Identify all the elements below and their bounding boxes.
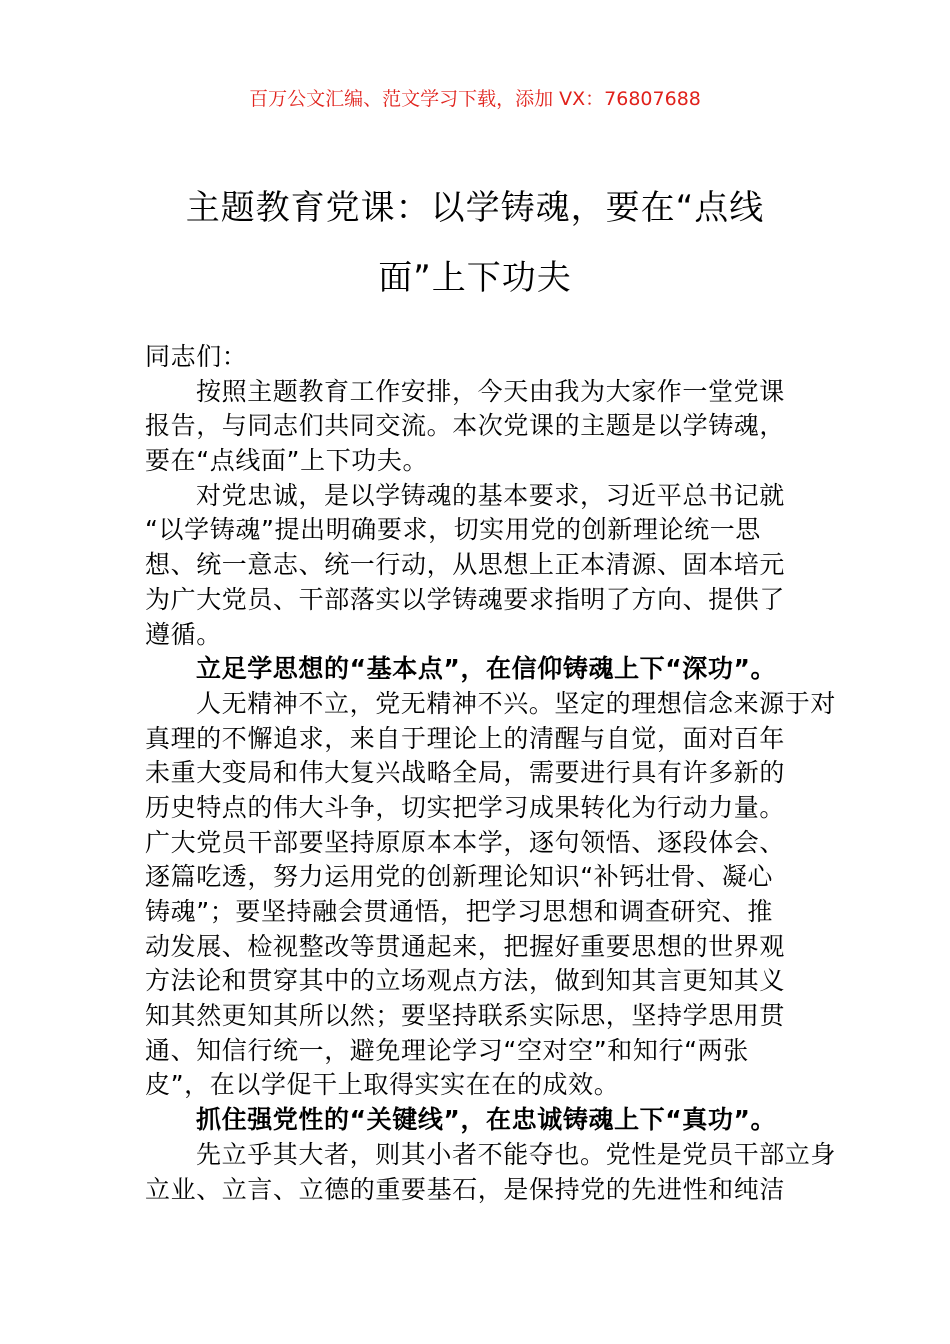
text-line: 知其然更知其所以然；要坚持联系实际思，坚持学思用贯 <box>145 1001 786 1031</box>
document-title-line-2: 面”上下功夫 <box>378 258 572 298</box>
text-line: 先立乎其大者，则其小者不能夺也。党性是党员干部立身 <box>196 1139 837 1169</box>
text-line: 立业、立言、立德的重要基石，是保持党的先进性和纯洁 <box>145 1174 786 1204</box>
text-line: 按照主题教育工作安排，今天由我为大家作一堂党课 <box>196 376 785 406</box>
text-line: 对党忠诚，是以学铸魂的基本要求，习近平总书记就 <box>196 480 785 510</box>
text-line: 要在“点线面”上下功夫。 <box>145 446 429 476</box>
text-line: 铸魂”；要坚持融会贯通悟，把学习思想和调查研究、推 <box>145 897 773 926</box>
text-line: 为广大党员、干部落实以学铸魂要求指明了方向、提供了 <box>145 584 786 614</box>
text-line: 逐篇吃透，努力运用党的创新理论知识“补钙壮骨、凝心 <box>145 862 773 892</box>
salutation: 同志们： <box>145 342 248 371</box>
text-line: 历史特点的伟大斗争，切实把学习成果转化为行动力量。 <box>145 792 786 822</box>
paragraph <box>145 1138 837 1207</box>
text-line: 遵循。 <box>145 619 222 649</box>
paragraph <box>145 687 837 1103</box>
text-line: 未重大变局和伟大复兴战略全局，需要进行具有许多新的 <box>145 758 786 788</box>
document-title-line-1: 主题教育党课：以学铸魂，要在“点线 <box>185 188 765 228</box>
watermark-header: 百万公文汇编、范文学习下载，添加 VX：76807688 <box>249 88 701 110</box>
text-line: 广大党员干部要坚持原原本本学，逐句领悟、逐段体会、 <box>145 827 786 857</box>
paragraph <box>145 479 810 652</box>
text-line: 动发展、检视整改等贯通起来，把握好重要思想的世界观 <box>145 931 786 961</box>
section-heading <box>145 652 810 687</box>
text-line: 通、知信行统一，避免理论学习“空对空”和知行“两张 <box>145 1035 749 1065</box>
text-line: 抓住强党性的“关键线”，在忠诚铸魂上下“真功”。 <box>196 1105 777 1135</box>
text-line: 想、统一意志、统一行动，从思想上正本清源、固本培元 <box>145 550 786 580</box>
text-line: 立足学思想的“基本点”，在信仰铸魂上下“深功”。 <box>196 654 777 684</box>
document-body <box>145 340 837 1207</box>
text-line: 人无精神不立，党无精神不兴。坚定的理想信念来源于对 <box>196 688 837 718</box>
text-line: “以学铸魂”提出明确要求，切实用党的创新理论统一思 <box>145 515 761 545</box>
paragraph <box>145 375 810 479</box>
text-line: 报告，与同志们共同交流。本次党课的主题是以学铸魂， <box>145 411 786 441</box>
text-line: 真理的不懈追求，来自于理论上的清醒与自觉，面对百年 <box>145 723 786 753</box>
text-line: 皮”，在以学促干上取得实实在在的成效。 <box>145 1070 620 1100</box>
text-line: 方法论和贯穿其中的立场观点方法，做到知其言更知其义 <box>145 966 786 996</box>
section-heading <box>145 1103 810 1138</box>
